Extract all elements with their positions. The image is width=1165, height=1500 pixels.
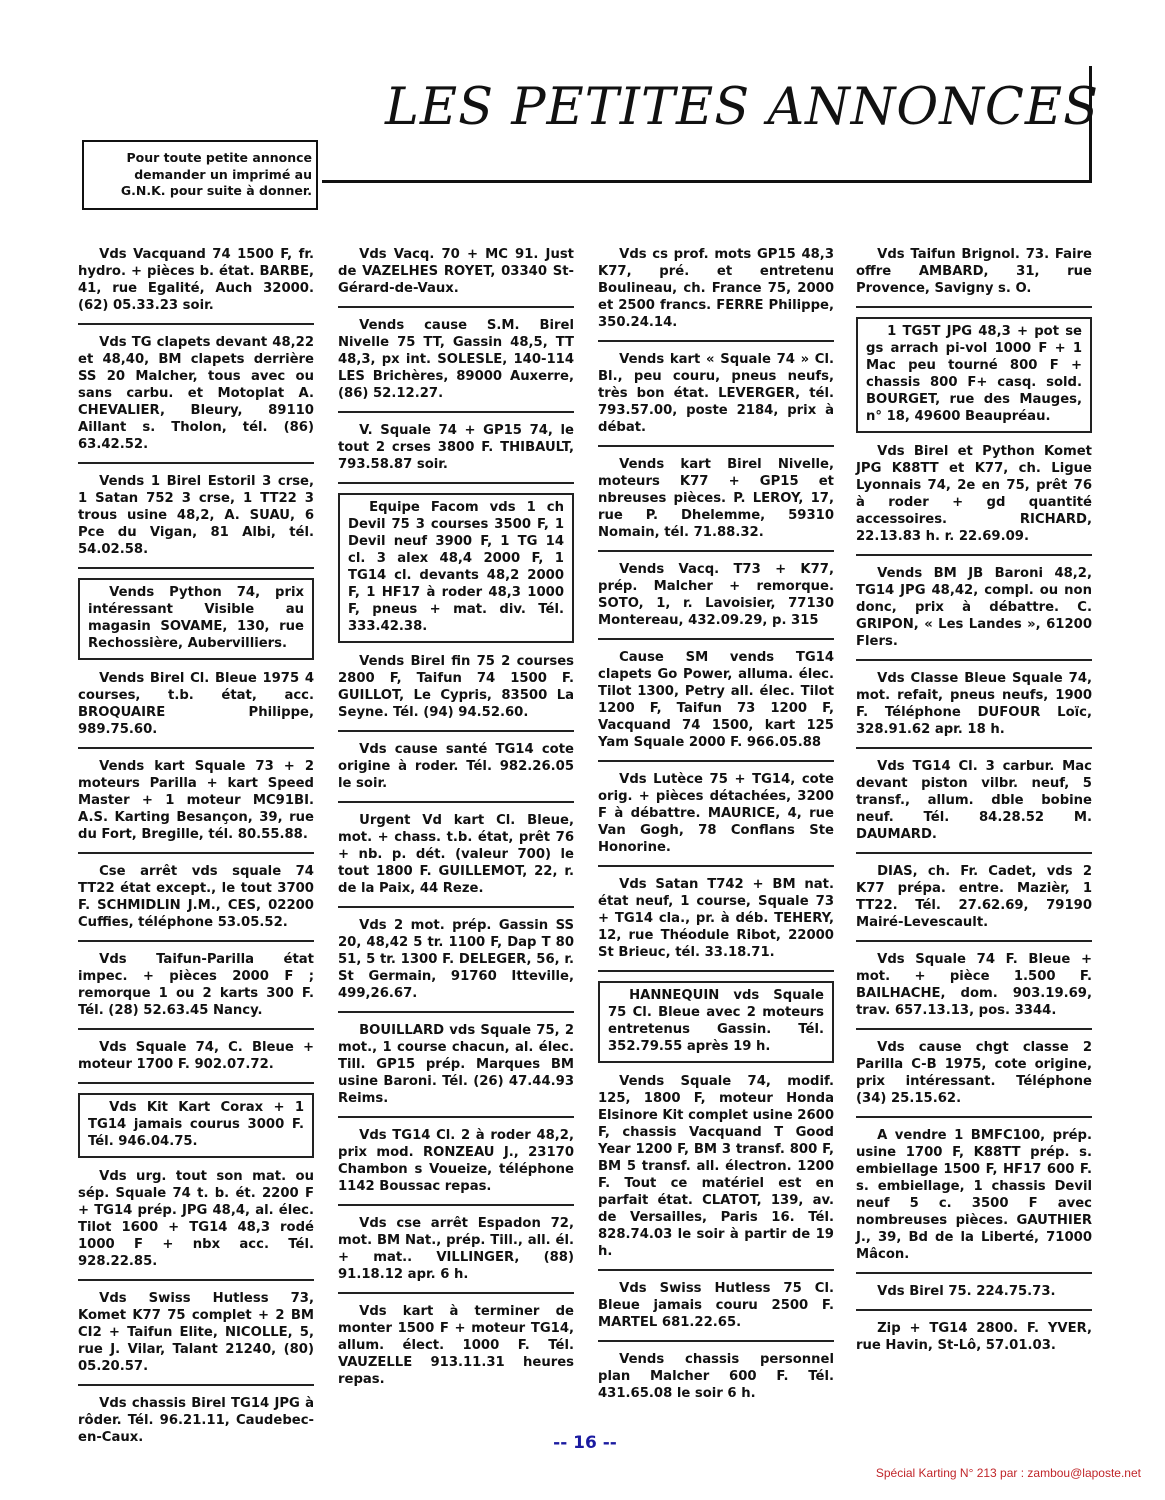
classified-ad: Vds cs prof. mots GP15 48,3 K77, pré. et entretenu Boulineau, ch. France 75, 2000 et 2500 francs. FERRE Philippe, 350.24.14.	[598, 246, 834, 342]
classified-ad: Vds Vacq. 70 + MC 91. Just de VAZELHES ROYET, 03340 St-Gérard-de-Vaux.	[338, 246, 574, 308]
classified-ad: Vends Birel fin 75 2 courses 2800 F, Taifun 74 1500 F. GUILLOT, Le Cypris, 83500 La Seyne. Tél. (94) 94.52.60.	[338, 653, 574, 732]
credit-line: Spécial Karting N° 213 par : zambou@laposte.net	[875, 1466, 1141, 1480]
classified-ad: Vds cause santé TG14 cote origine à roder. Tél. 982.26.05 le soir.	[338, 741, 574, 803]
notice-box: Pour toute petite annonce demander un imprimé au G.N.K. pour suite à donner.	[82, 140, 318, 210]
classified-ad: Vends kart Squale 73 + 2 moteurs Parilla + kart Speed Master + 1 moteur MC91BI. A.S. Karting Besançon, 39, rue du Fort, Bregille, tél. 80.55.88.	[78, 758, 314, 854]
header-rule	[322, 180, 1092, 183]
classified-ad: Vds TG14 Cl. 2 à roder 48,2, prix mod. RONZEAU J., 23170 Chambon s Voueize, téléphone 1142 Boussac repas.	[338, 1127, 574, 1206]
classified-ad: Cse arrêt vds squale 74 TT22 état except., le tout 3700 F. SCHMIDLIN J.M., CES, 02200 Cuffies, téléphone 53.05.52.	[78, 863, 314, 942]
classified-ad: Vds Vacquand 74 1500 F, fr. hydro. + pièces b. état. BARBE, 41, rue Egalité, Auch 32000. (62) 05.33.23 soir.	[78, 246, 314, 325]
classified-ad: DIAS, ch. Fr. Cadet, vds 2 K77 prépa. entre. Mazièr, 1 TT22. Tél. 27.62.69, 79190 Mairé-Levescault.	[856, 863, 1092, 942]
classified-ad: Vends kart « Squale 74 » Cl. Bl., peu couru, pneus neufs, très bon état. LEVERGER, tél. 793.57.00, poste 2184, prix à débat.	[598, 351, 834, 447]
page-title: LES PETITES ANNONCES	[385, 78, 1100, 137]
classified-ad: Vds Satan T742 + BM nat. état neuf, 1 course, Squale 73 + TG14 cla., pr. à déb. TEHERY, 12, rue Théodule Ribot, 22000 St Brieuc, tél. 33.18.71.	[598, 876, 834, 972]
classified-ad: HANNEQUIN vds Squale 75 Cl. Bleue avec 2 moteurs entretenus Gassin. Tél. 352.79.55 après 19 h.	[598, 981, 834, 1063]
classified-ad: Vends kart Birel Nivelle, moteurs K77 + GP15 et nbreuses pièces. P. LEROY, 17, rue P. Dhelemme, 59310 Nomain, tél. 71.88.32.	[598, 456, 834, 552]
classified-ad: Vds TG clapets devant 48,22 et 48,40, BM clapets derrière SS 20 Malcher, tous avec ou sans carbu. et Motoplat A. CHEVALIER, Bleury, 89110 Aillant s. Tholon, tél. (86) 63.42.52.	[78, 334, 314, 464]
classified-ad: Vds cause chgt classe 2 Parilla C-B 1975, cote origine, prix intéressant. Téléphone (34) 25.15.62.	[856, 1039, 1092, 1118]
ads-column-4	[856, 246, 1092, 1372]
classified-ad: Vds Squale 74, C. Bleue + moteur 1700 F. 902.07.72.	[78, 1039, 314, 1084]
classified-ad: Urgent Vd kart Cl. Bleue, mot. + chass. t.b. état, prêt 76 + nb. p. dét. (valeur 700) le tout 1800 F. GUILLEMOT, 22, r. de la Paix, 44 Reze.	[338, 812, 574, 908]
classified-ad: Vds Classe Bleue Squale 74, mot. refait, pneus neufs, 1900 F. Téléphone DUFOUR Loïc, 328.91.62 apr. 18 h.	[856, 670, 1092, 749]
classified-ad: Vds Swiss Hutless 75 Cl. Bleue jamais couru 2500 F. MARTEL 681.22.65.	[598, 1280, 834, 1342]
classified-ad: Vds Swiss Hutless 73, Komet K77 75 complet + 2 BM CI2 + Taifun Elite, NICOLLE, 5, rue J. Vilar, Talant 21240, (80) 05.20.57.	[78, 1290, 314, 1386]
classified-ad: Vends Python 74, prix intéressant Visible au magasin SOVAME, 130, rue Rechossière, Aubervilliers.	[78, 578, 314, 660]
classified-ad: Vds Taifun-Parilla état impec. + pièces 2000 F ; remorque 1 ou 2 karts 300 F. Tél. (28) 52.63.45 Nancy.	[78, 951, 314, 1030]
ads-column-3	[598, 246, 834, 1420]
classified-ad: Vends BM JB Baroni 48,2, TG14 JPG 48,42, compl. ou non donc, prix à débattre. C. GRIPON, « Les Landes », 61200 Flers.	[856, 565, 1092, 661]
classified-ad: BOUILLARD vds Squale 75, 2 mot., 1 course chacun, al. élec. Till. GP15 prép. Marques BM usine Baroni. Tél. (26) 47.44.93 Reims.	[338, 1022, 574, 1118]
ads-column-1	[78, 246, 314, 1464]
classified-ad: Vds cse arrêt Espadon 72, mot. BM Nat., prép. Till., all. él. + mat.. VILLINGER, (88) 91.18.12 apr. 6 h.	[338, 1215, 574, 1294]
classified-ad: Equipe Facom vds 1 ch Devil 75 3 courses 3500 F, 1 Devil neuf 3900 F, 1 TG 14 cl. 3 alex 48,4 2000 F, 1 TG14 cl. devants 48,2 2000 F, 1 HF17 à roder 48,3 1000 F, pneus + mat. div. Tél. 333.42.38.	[338, 493, 574, 643]
classified-ad: Vds Birel et Python Komet JPG K88TT et K77, ch. Ligue Lyonnais 74, 2e en 75, prêt 76 à roder + gd quantité accessoires. RICHARD, 22.13.83 h. r. 22.69.09.	[856, 443, 1092, 556]
classified-ad: Vds chassis Birel TG14 JPG à rôder. Tél. 96.21.11, Caudebec-en-Caux.	[78, 1396, 314, 1445]
classified-ad: Vends cause S.M. Birel Nivelle 75 TT, Gassin 48,5, TT 48,3, px int. SOLESLE, 140-114 LES Brichères, 89000 Auxerre, (86) 52.12.27.	[338, 317, 574, 413]
classified-ad: Vends 1 Birel Estoril 3 crse, 1 Satan 752 3 crse, 1 TT22 3 trous usine 48,2, A. SUAU, 6 Pce du Vigan, 81 Albi, tél. 54.02.58.	[78, 473, 314, 569]
classified-ad: Vds Taifun Brignol. 73. Faire offre AMBARD, 31, rue Provence, Savigny s. O.	[856, 246, 1092, 308]
classified-ad: Vds Birel 75. 224.75.73.	[856, 1283, 1092, 1311]
classified-ad: Vds 2 mot. prép. Gassin SS 20, 48,42 5 tr. 1100 F, Dap T 80 51, 5 tr. 1300 F. DELEGER, 56, r. St Germain, 91760 Itteville, 499,26.67.	[338, 917, 574, 1013]
classified-ad: Vends Squale 74, modif. 125, 1800 F, moteur Honda Elsinore Kit complet usine 2600 F, chassis Vacquand T Good Year 1200 F, BM 3 transf. 800 F, BM 5 transf. all. électron. 1200 F. Tout ce matériel est en parfait état. CLATOT, 139, av. de Versailles, Paris 16. Tél. 828.74.03 le soir à partir de 19 h.	[598, 1073, 834, 1271]
classified-ad: Zip + TG14 2800. F. YVER, rue Havin, St-Lô, 57.01.03.	[856, 1321, 1092, 1353]
classified-ad: Vds urg. tout son mat. ou sép. Squale 74 t. b. ét. 2200 F + TG14 prép. JPG 48,4, al. élec. Tilot 1600 + TG14 48,3 rodé 1000 F + nbx acc. Tél. 928.22.85.	[78, 1168, 314, 1281]
classified-ad: Vds Squale 74 F. Bleue + mot. + pièce 1.500 F. BAILHACHE, dom. 903.19.69, trav. 657.13.13, pos. 3344.	[856, 951, 1092, 1030]
classified-ad: Vds TG14 Cl. 3 carbur. Mac devant piston vilbr. neuf, 5 transf., allum. dble bobine neuf. Tél. 84.28.52 M. DAUMARD.	[856, 758, 1092, 854]
classified-ad: Cause SM vends TG14 clapets Go Power, alluma. élec. Tilot 1300, Petry all. élec. Tilot 1200 F, Taifun 73 1200 F, Vacquand 74 1500, kart 125 Yam Squale 2000 F. 966.05.88	[598, 649, 834, 762]
classified-ad: Vds kart à terminer de monter 1500 F + moteur TG14, allum. élect. 1000 F. Tél. VAUZELLE 913.11.31 heures repas.	[338, 1304, 574, 1387]
classified-ad: Vends Birel Cl. Bleue 1975 4 courses, t.b. état, acc. BROQUAIRE Philippe, 989.75.60.	[78, 670, 314, 749]
classified-ad: A vendre 1 BMFC100, prép. usine 1700 F, K88TT prép. s. embiellage 1500 F, HF17 600 F. s. embiellage, 1 chassis Devil neuf 5 c. 3500 F avec nombreuses pièces. GAUTHIER J., 39, Bd de la Liberté, 71000 Mâcon.	[856, 1127, 1092, 1274]
classified-ad: 1 TG5T JPG 48,3 + pot se gs arrach pi-vol 1000 F + 1 Mac peu tourné 800 F + chassis 800 F+ casq. sold. BOURGET, rue des Mauges, n° 18, 49600 Beaupréau.	[856, 317, 1092, 433]
classified-ad: Vends Vacq. T73 + K77, prép. Malcher + remorque. SOTO, 1, r. Lavoisier, 77130 Montereau, 432.09.29, p. 315	[598, 561, 834, 640]
page-number: -- 16 --	[553, 1433, 617, 1453]
ads-column-2	[338, 246, 574, 1406]
classified-ad: Vends chassis personnel plan Malcher 600 F. Tél. 431.65.08 le soir 6 h.	[598, 1352, 834, 1401]
classified-ad: Vds Kit Kart Corax + 1 TG14 jamais courus 3000 F. Tél. 946.04.75.	[78, 1093, 314, 1158]
classified-ad: V. Squale 74 + GP15 74, le tout 2 crses 3800 F. THIBAULT, 793.58.87 soir.	[338, 422, 574, 484]
classified-ad: Vds Lutèce 75 + TG14, cote orig. + pièces détachées, 3200 F à débattre. MAURICE, 4, rue Van Gogh, 78 Conflans Ste Honorine.	[598, 771, 834, 867]
